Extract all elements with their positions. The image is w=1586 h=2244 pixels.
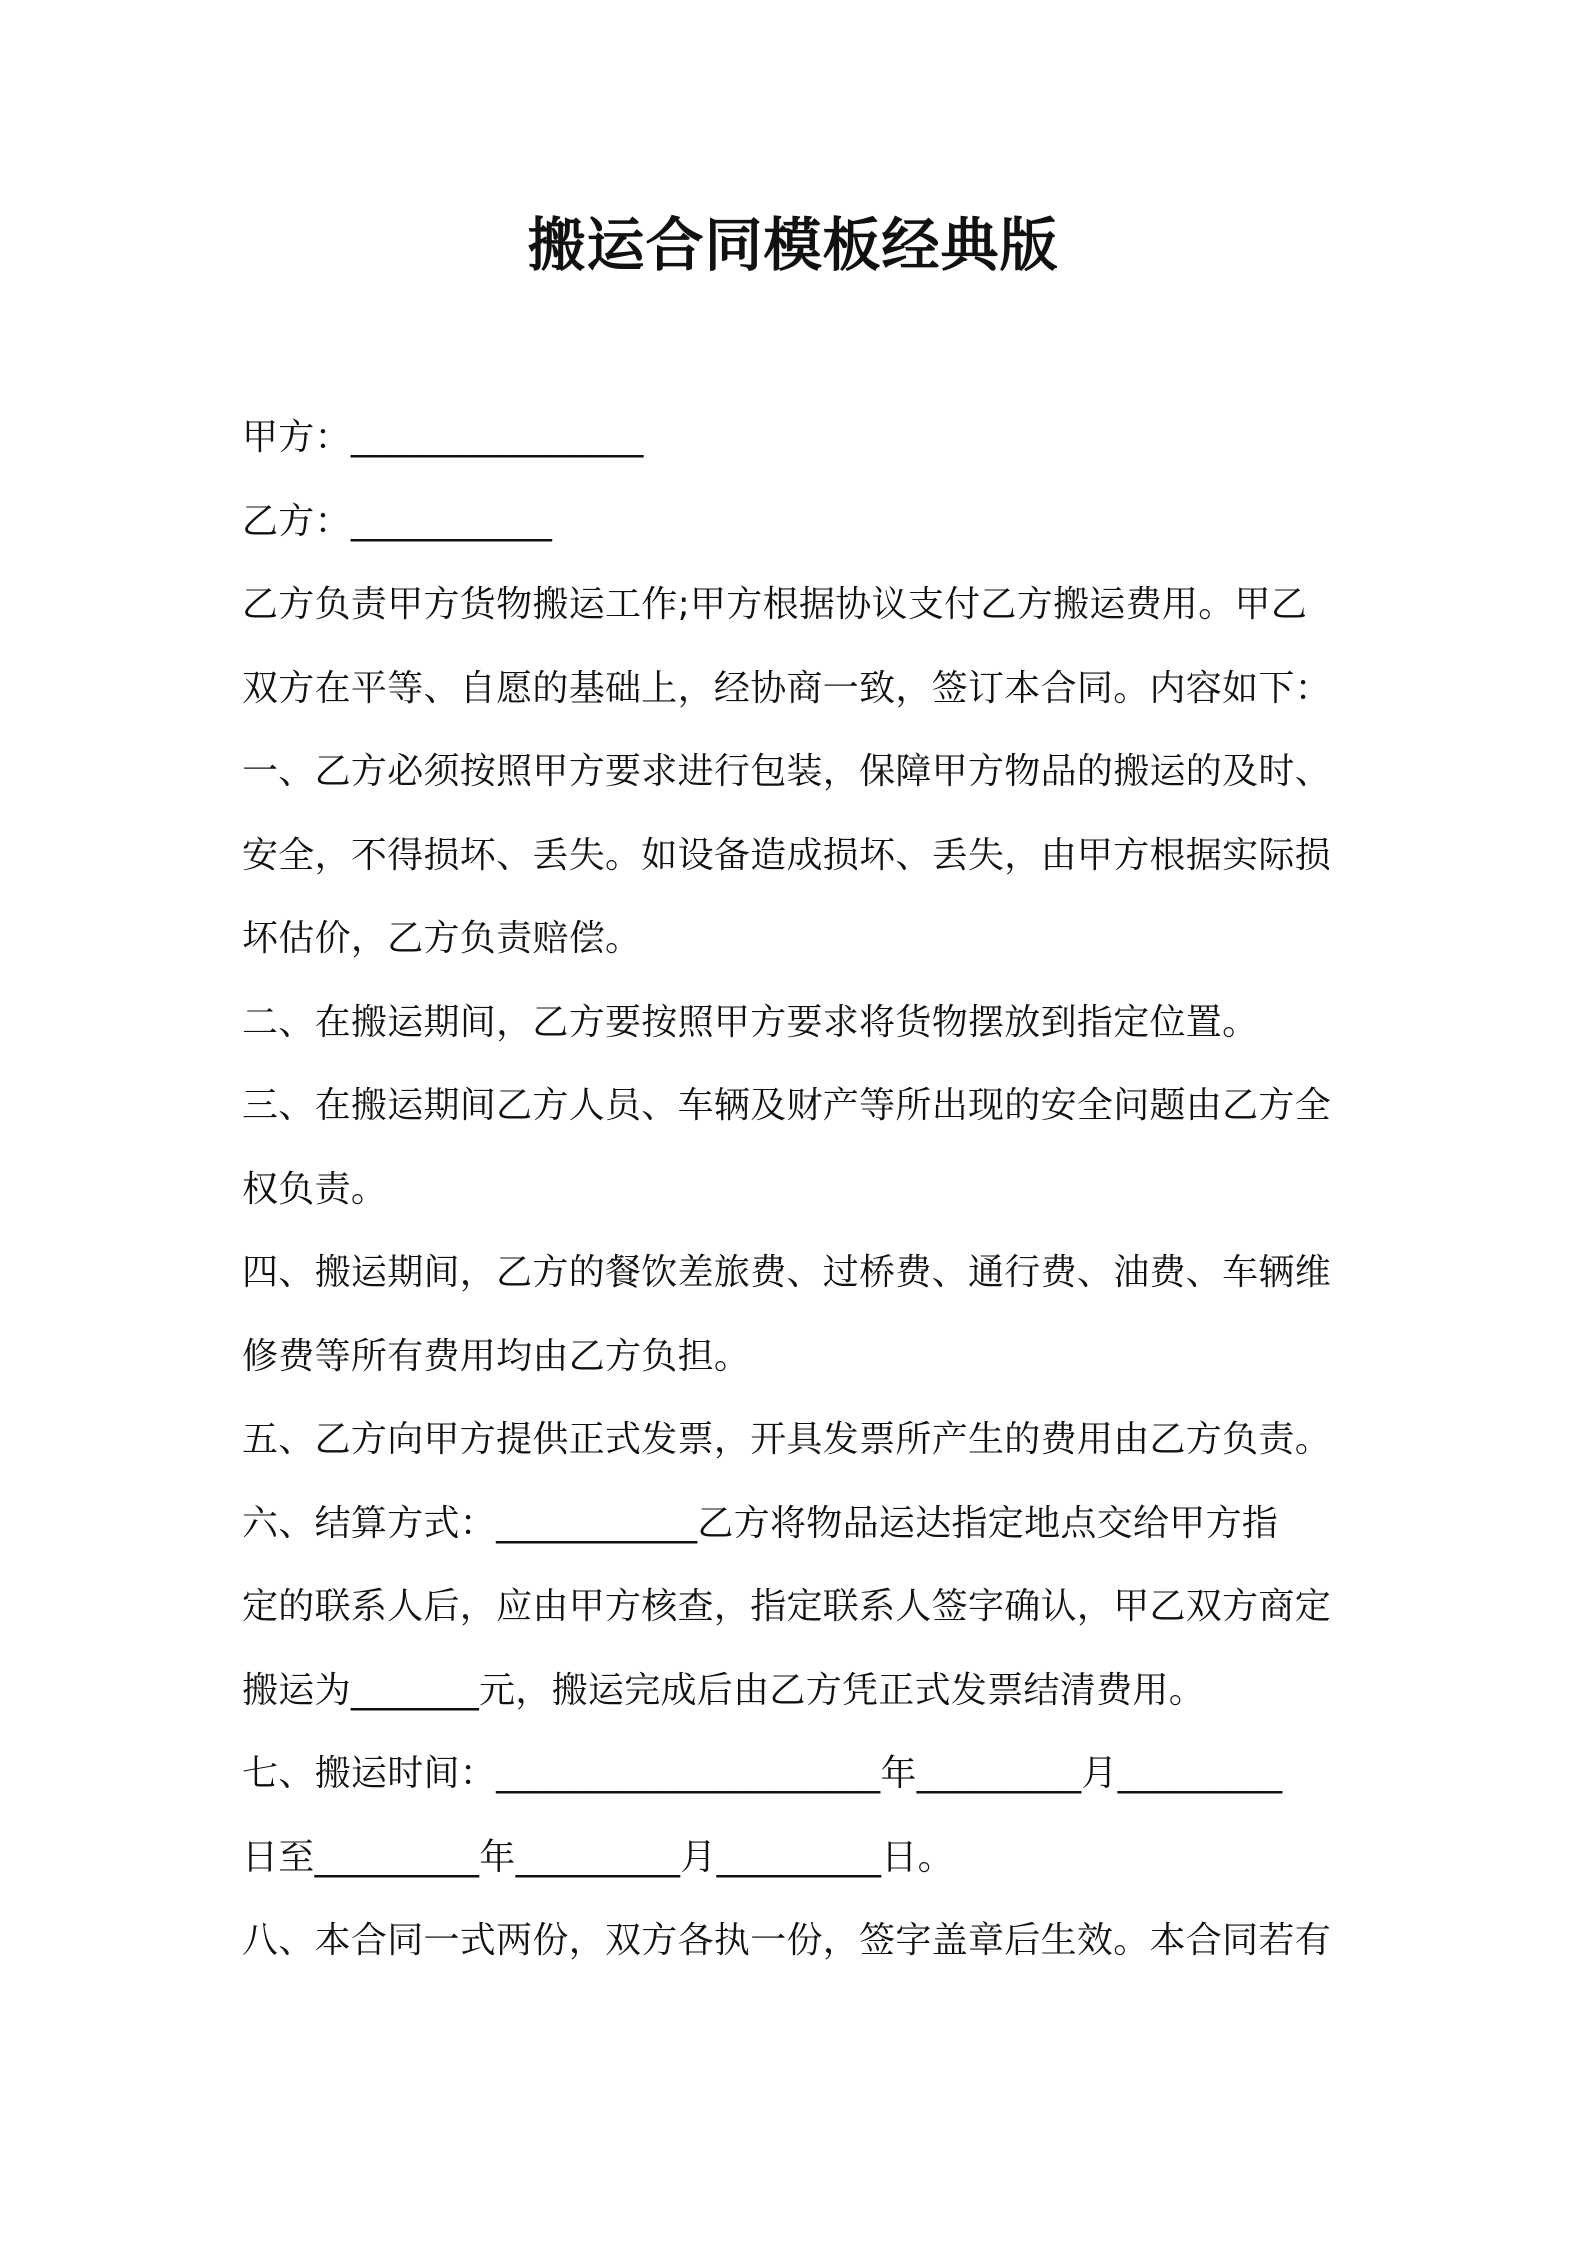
clause-6-line-3: 搬运为_______元，搬运完成后由乙方凭正式发票结清费用。 xyxy=(242,1670,1205,1711)
clause-1-line-2: 安全，不得损坏、丢失。如设备造成损坏、丢失，由甲方根据实际损 xyxy=(242,835,1332,876)
clause-2-line-1: 二、在搬运期间，乙方要按照甲方要求将货物摆放到指定位置。 xyxy=(242,1002,1259,1043)
intro-line-2: 双方在平等、自愿的基础上，经协商一致，签订本合同。内容如下： xyxy=(242,668,1332,709)
document-title: 搬运合同模板经典版 xyxy=(527,211,1059,279)
clause-4-line-2: 修费等所有费用均由乙方负担。 xyxy=(242,1336,751,1377)
clause-4-line-1: 四、搬运期间，乙方的餐饮差旅费、过桥费、通行费、油费、车辆维 xyxy=(242,1252,1332,1293)
clause-5-line-1: 五、乙方向甲方提供正式发票，开具发票所产生的费用由乙方负责。 xyxy=(242,1419,1332,1460)
clause-7-line-2: 日至_________年_________月_________日。 xyxy=(242,1837,954,1878)
clause-1-line-3: 坏估价，乙方负责赔偿。 xyxy=(242,918,642,959)
clause-6-line-1: 六、结算方式：___________乙方将物品运达指定地点交给甲方指 xyxy=(242,1503,1279,1544)
clause-6-line-2: 定的联系人后，应由甲方核查，指定联系人签字确认，甲乙双方商定 xyxy=(242,1586,1332,1627)
intro-line-1: 乙方负责甲方货物搬运工作;甲方根据协议支付乙方搬运费用。甲乙 xyxy=(242,584,1308,625)
clause-3-line-1: 三、在搬运期间乙方人员、车辆及财产等所出现的安全问题由乙方全 xyxy=(242,1085,1332,1126)
party-b-line: 乙方：___________ xyxy=(242,501,553,542)
clause-1-line-1: 一、乙方必须按照甲方要求进行包装，保障甲方物品的搬运的及时、 xyxy=(242,751,1332,792)
party-a-line: 甲方：________________ xyxy=(242,417,644,458)
clause-3-line-2: 权负责。 xyxy=(242,1169,388,1210)
clause-7-line-1: 七、搬运时间：_____________________年_________月_________ xyxy=(242,1753,1283,1794)
clause-8-line-1: 八、本合同一式两份，双方各执一份，签字盖章后生效。本合同若有 xyxy=(242,1920,1332,1961)
